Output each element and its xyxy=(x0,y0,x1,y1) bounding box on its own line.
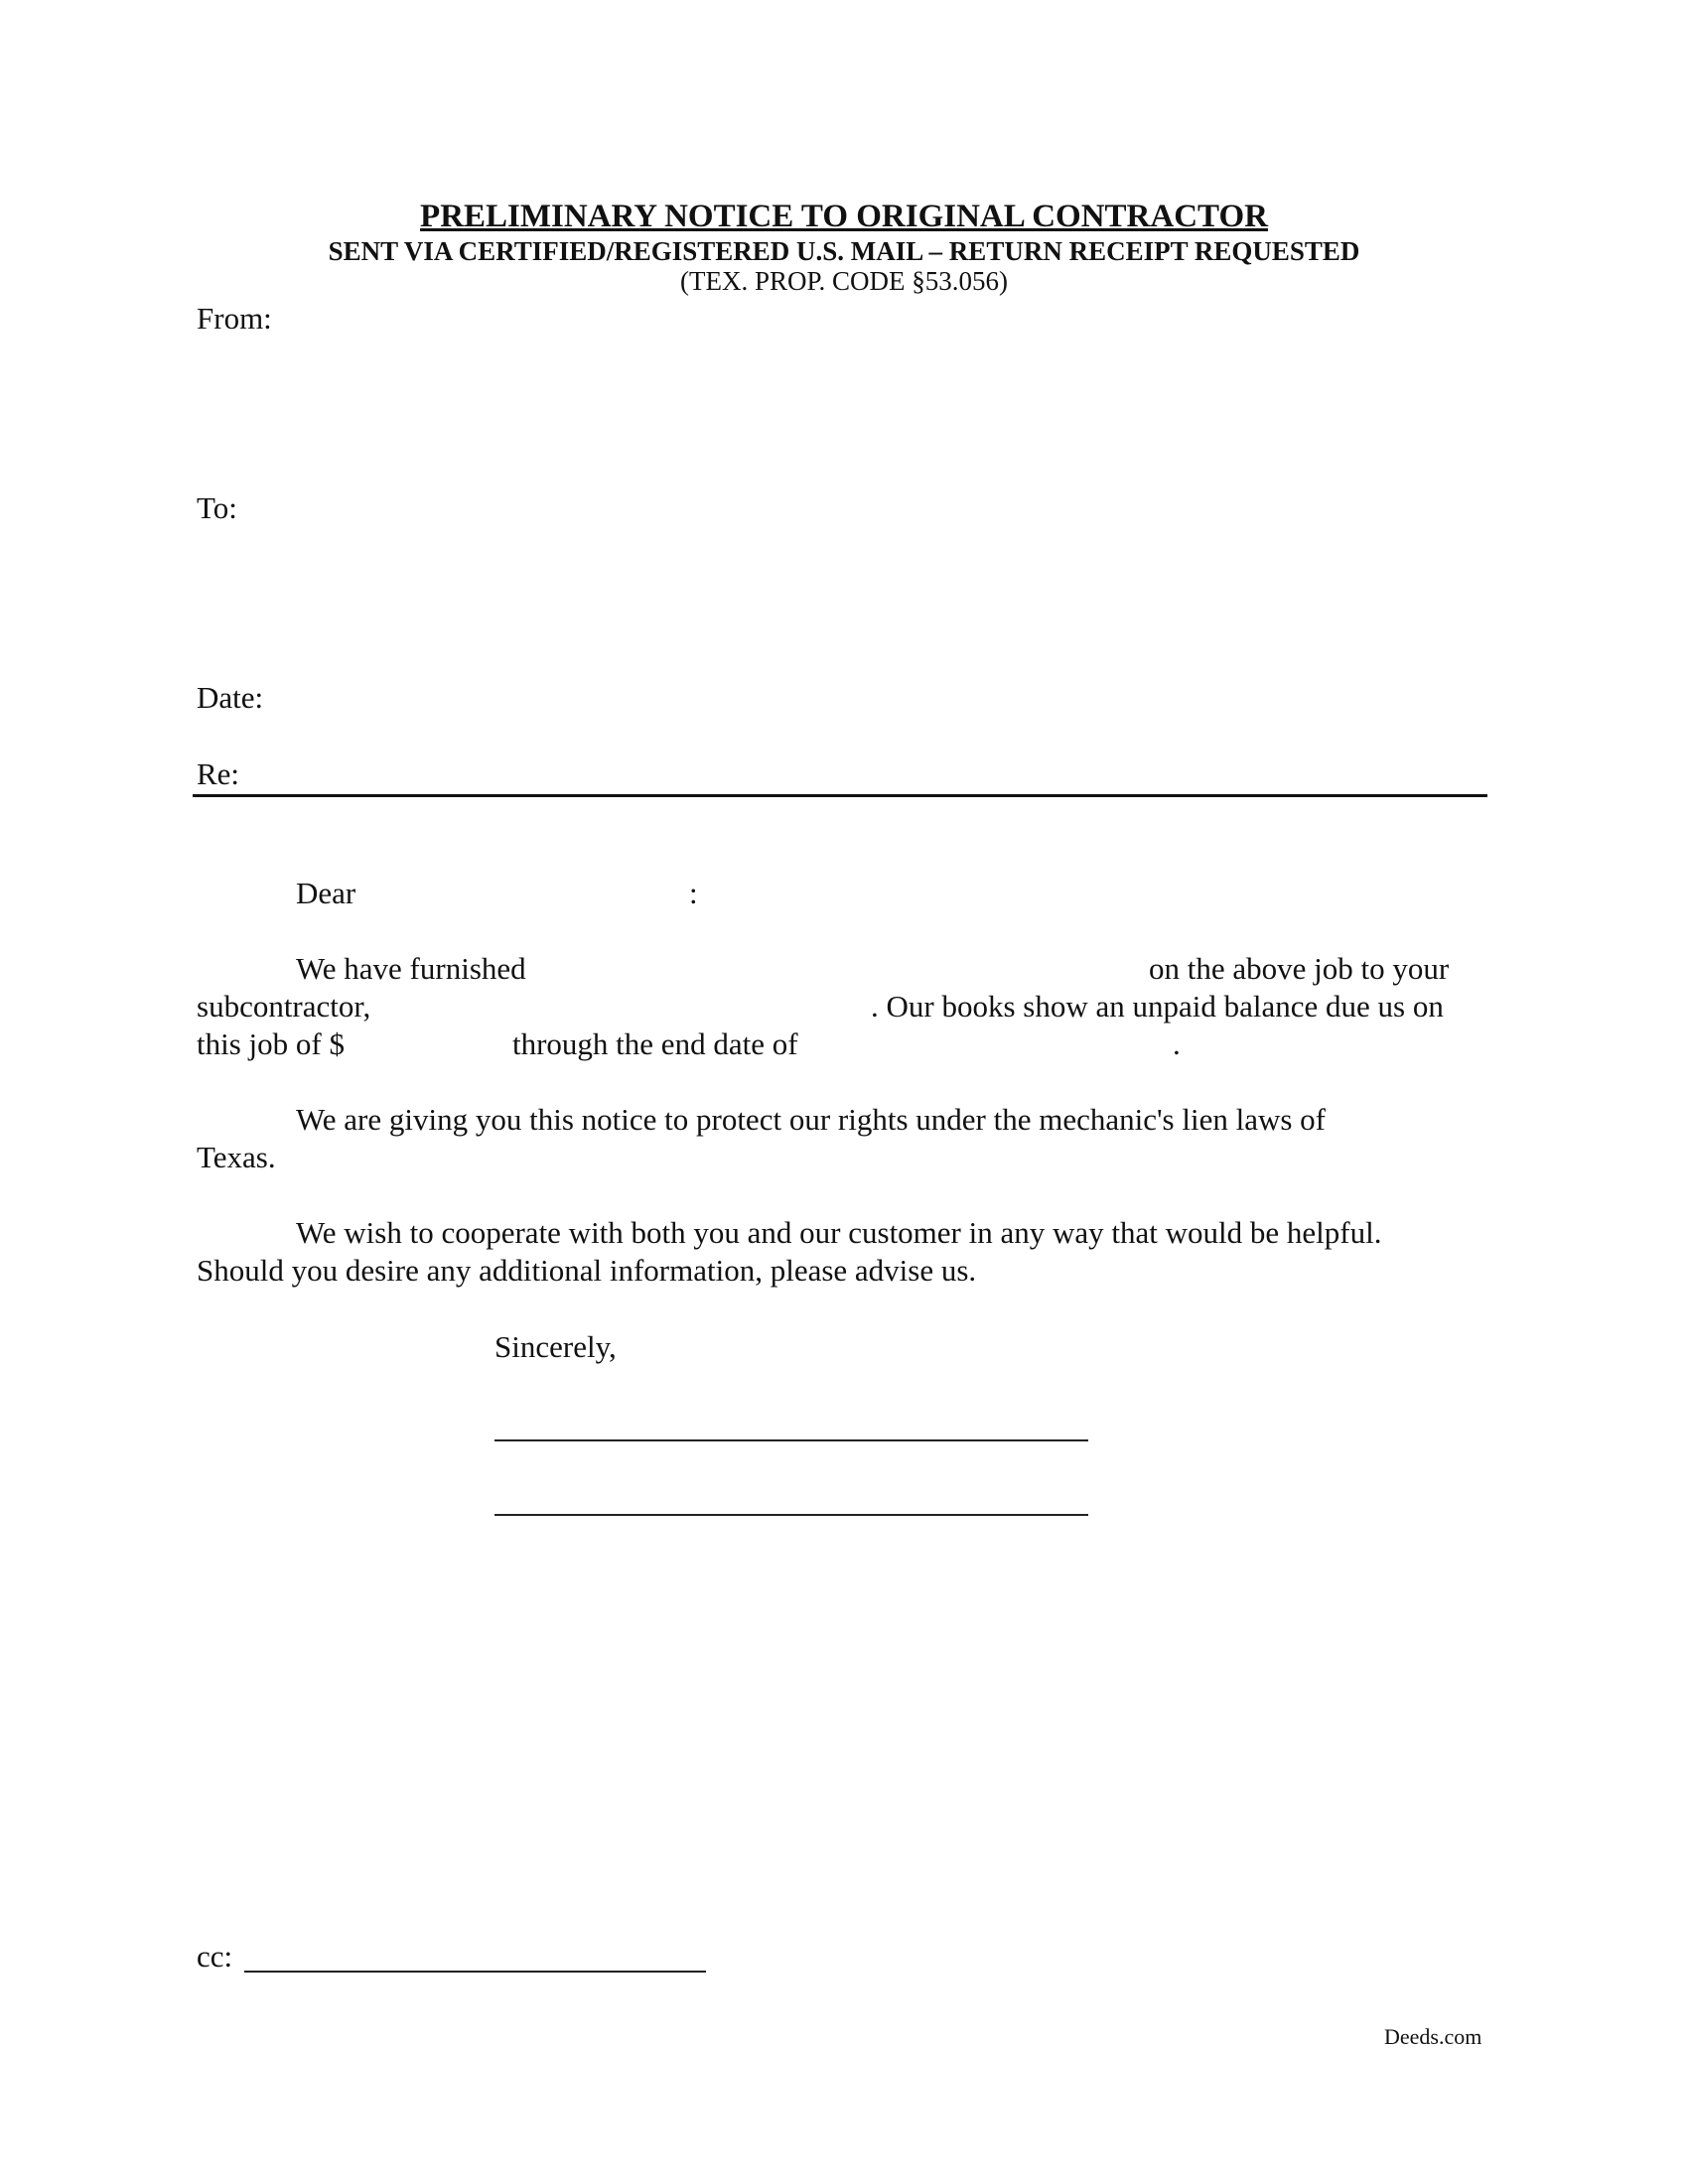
salutation-colon: : xyxy=(689,876,698,910)
notice-purpose-line1: We are giving you this notice to protect our rights under the mechanic's lien laws of xyxy=(296,1102,1327,1137)
unpaid-balance-text: . Our books show an unpaid balance due us on xyxy=(871,989,1444,1024)
cooperate-line1: We wish to cooperate with both you and our customer in any way that would be helpful. xyxy=(296,1215,1382,1250)
above-job-text: on the above job to your xyxy=(1149,951,1450,986)
notice-purpose-line2: Texas. xyxy=(197,1140,276,1174)
subcontractor-text: subcontractor, xyxy=(197,989,371,1024)
date-label: Date: xyxy=(197,680,264,715)
paragraph1-period: . xyxy=(1173,1026,1181,1061)
footer-brand: Deeds.com xyxy=(1384,2024,1482,2049)
furnished-text: We have furnished xyxy=(296,951,526,986)
cc-line xyxy=(244,1971,706,1973)
cooperate-line2: Should you desire any additional information, please advise us. xyxy=(197,1253,977,1288)
statute-citation: (TEX. PROP. CODE §53.056) xyxy=(679,266,1008,296)
re-label: Re: xyxy=(197,756,240,791)
document-title: PRELIMINARY NOTICE TO ORIGINAL CONTRACTOR xyxy=(420,199,1268,234)
re-divider-line xyxy=(193,794,1487,797)
from-label: From: xyxy=(197,301,272,336)
signature-line xyxy=(494,1439,1088,1441)
closing-sincerely: Sincerely, xyxy=(494,1329,617,1364)
document-subtitle: SENT VIA CERTIFIED/REGISTERED U.S. MAIL – RETURN RECEIPT REQUESTED xyxy=(328,236,1360,266)
job-amount-text: this job of $ xyxy=(197,1026,345,1061)
printed-name-line xyxy=(494,1514,1088,1516)
cc-label: cc: xyxy=(197,1939,233,1974)
end-date-text: through the end date of xyxy=(512,1026,798,1061)
to-label: To: xyxy=(197,490,237,525)
salutation-dear: Dear xyxy=(296,876,356,910)
